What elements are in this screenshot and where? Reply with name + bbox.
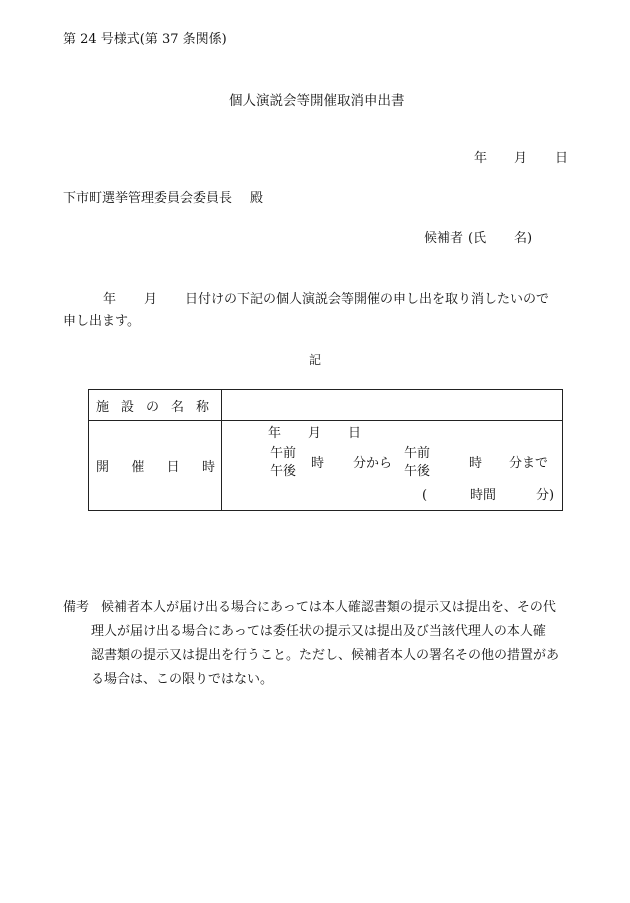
end-pm-label: 午後 (404, 464, 431, 479)
form-number: 第 24 号様式(第 37 条関係) (63, 32, 227, 47)
remarks-line-2: 理人が届け出る場合にあっては委任状の提示又は提出及び当該代理人の本人確 (91, 624, 546, 639)
duration-hours-label: 時間 (470, 488, 497, 503)
start-am-label: 午前 (270, 446, 297, 461)
datetime-label-char: 日 (166, 460, 180, 475)
end-minute-label: 分まで (509, 456, 549, 471)
end-am-label: 午前 (404, 446, 431, 461)
remarks-line-4: る場合は、この限りではない。 (91, 672, 274, 687)
ki-marker: 記 (309, 353, 322, 367)
applicant-name-open: (氏 (468, 231, 487, 246)
facility-row (89, 390, 563, 421)
duration-open: ( (422, 488, 428, 503)
start-minute-label: 分から (353, 456, 393, 471)
remarks-line-1: 候補者本人が届け出る場合にあっては本人確認書類の提示又は提出を、その代 (101, 600, 556, 615)
datetime-value-cell[interactable] (222, 421, 563, 511)
datetime-label-char: 開 (96, 460, 110, 475)
addressee-honorific: 殿 (250, 191, 264, 206)
document-title: 個人演説会等開催取消申出書 (229, 93, 405, 109)
end-hour-label: 時 (469, 456, 483, 471)
applicant-label: 候補者 (424, 231, 464, 246)
dt-month-label: 月 (308, 426, 322, 441)
body-line-2: 申し出ます。 (63, 314, 140, 329)
datetime-label-cell (89, 421, 222, 511)
start-pm-label: 午後 (270, 464, 297, 479)
facility-label-cell (89, 390, 222, 421)
datetime-row (89, 421, 563, 511)
datetime-label-char: 時 (201, 460, 215, 475)
facility-label-char: 名 (170, 399, 184, 415)
remarks-line-3: 認書類の提示又は提出を行うこと。ただし、候補者本人の署名その他の措置があ (91, 648, 560, 663)
date-year-label: 年 (474, 151, 488, 166)
duration-minutes-label: 分) (536, 488, 555, 503)
application-table (88, 389, 563, 511)
addressee: 下市町選挙管理委員会委員長 (63, 191, 233, 206)
body-month-label: 月 (144, 292, 158, 307)
facility-value-cell[interactable] (222, 390, 563, 421)
body-line-1: 日付けの下記の個人演説会等開催の申し出を取り消したいので (185, 292, 550, 307)
remarks-label: 備考 (63, 600, 90, 615)
facility-label-char: の (145, 399, 159, 415)
start-hour-label: 時 (311, 456, 325, 471)
date-month-label: 月 (514, 151, 528, 166)
datetime-label-char: 催 (131, 460, 145, 475)
facility-label-char: 施 (96, 399, 110, 415)
facility-label-char: 称 (195, 399, 209, 415)
dt-year-label: 年 (268, 426, 282, 441)
applicant-name-close: 名) (514, 231, 533, 246)
date-day-label: 日 (555, 151, 569, 166)
remarks (63, 596, 579, 692)
facility-label-char: 設 (120, 399, 134, 415)
remarks-paragraph (63, 596, 579, 692)
dt-day-label: 日 (348, 426, 362, 441)
body-year-label: 年 (103, 292, 117, 307)
